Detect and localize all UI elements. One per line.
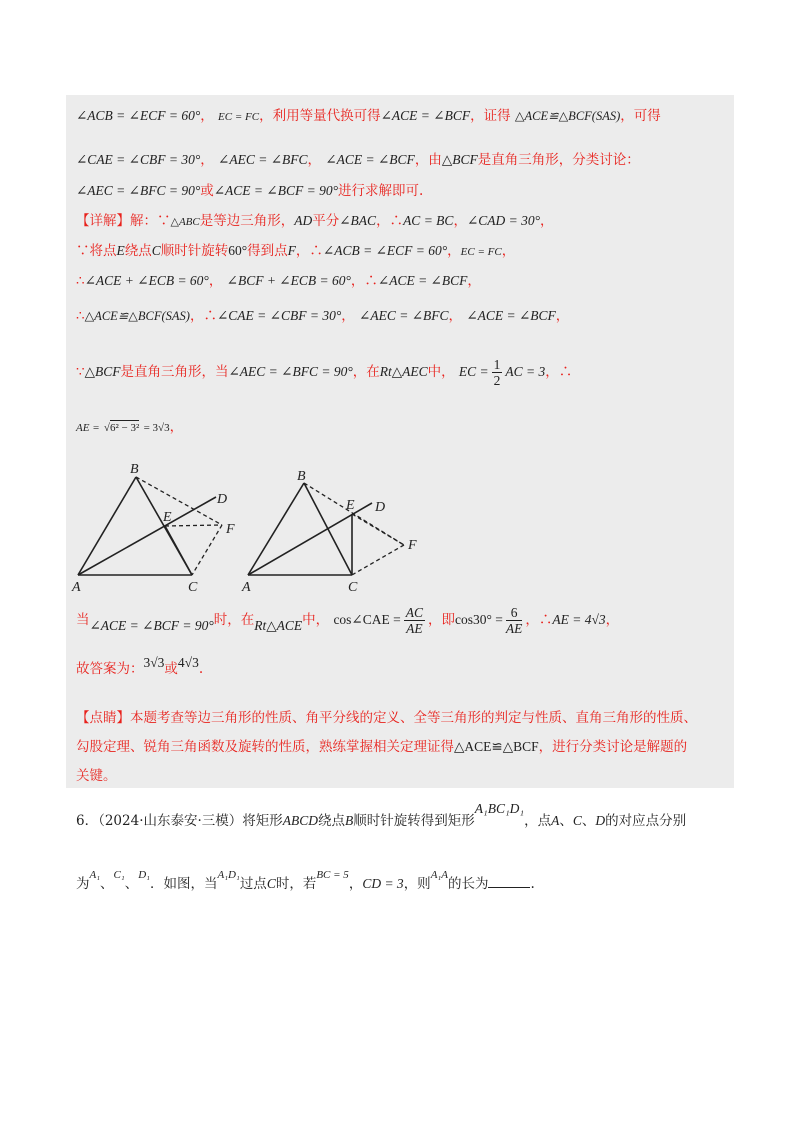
text: ，点: [524, 813, 552, 829]
text: ，: [200, 152, 214, 168]
math-expression: △ACE≌△BCF: [454, 739, 539, 754]
text: 勾股定理、锐角三角函数及旋转的性质，熟练掌握相关定理证得: [76, 739, 454, 755]
fraction-one-half: [492, 357, 503, 388]
segment-ce: [165, 526, 192, 575]
text: ，: [341, 308, 355, 324]
detail-label: 【详解】: [76, 213, 130, 229]
math-expression: EC = FC: [460, 246, 502, 258]
math-expression: 60°: [228, 243, 248, 258]
text: ，利用等量代换可得: [259, 108, 381, 124]
fraction-denominator: AE: [505, 621, 523, 636]
math-expression: cos30° =: [455, 612, 503, 627]
detail-line-6: [76, 418, 183, 437]
math-expression: △ACE≌△BCF(SAS): [84, 309, 190, 323]
label-f: F: [226, 522, 235, 537]
label-a: A: [242, 580, 251, 595]
text: 是直角三角形，当: [120, 364, 229, 380]
comment-line-1: [76, 709, 697, 727]
text: 进行求解即可.: [338, 183, 424, 199]
math-expression: Rt△AEC: [379, 364, 428, 379]
math-expression: ∠ACE = ∠BCF: [377, 273, 468, 288]
math-expression: C₁: [113, 869, 125, 881]
math-expression: △BCF: [84, 364, 121, 379]
answer-value-1: 3√3: [143, 655, 165, 670]
detail-line-1: [76, 212, 554, 231]
text: 的对应点分别: [605, 813, 687, 829]
math-expression: BC = 5: [316, 869, 349, 881]
answer-label: 故答案为：: [76, 661, 144, 677]
math-expression: △BCF: [441, 152, 478, 167]
text: ，可得: [620, 108, 661, 124]
text: 过点: [239, 876, 267, 892]
detail-line-5: [76, 354, 572, 390]
comment-label: 【点睛】: [76, 710, 130, 726]
text: ∵将点: [76, 243, 117, 259]
math-expression: A₁A: [430, 869, 448, 881]
analysis-line-3: [76, 182, 423, 200]
math-expression: ∠CAE = ∠CBF = 30°: [216, 308, 342, 323]
text: 关键。: [76, 768, 117, 784]
text: ，∴: [545, 364, 573, 380]
geometry-figure-left: [66, 455, 256, 600]
text: 是等边三角形，: [199, 213, 295, 229]
label-e: E: [163, 510, 172, 525]
math-expression: E: [116, 243, 125, 258]
text: 为: [76, 876, 90, 892]
text: 时，若: [275, 876, 317, 892]
text: ，∴: [525, 612, 553, 628]
text: ，: [208, 273, 223, 289]
math-expression: AE = 4√3: [552, 612, 606, 627]
label-b: B: [297, 469, 306, 484]
math-expression: EC = FC: [218, 111, 260, 123]
text: 、: [124, 876, 139, 892]
segment-ab: [78, 477, 136, 575]
math-expression: = 3√3: [143, 422, 170, 434]
text: 的长为: [447, 876, 489, 892]
answer-blank[interactable]: [488, 875, 530, 888]
math-expression: ∠ACE = ∠BCF = 90°: [213, 183, 338, 198]
math-expression: C: [572, 813, 582, 828]
text: ，在: [352, 364, 380, 380]
text: 或: [164, 661, 178, 677]
text: 平分: [312, 213, 340, 229]
text: 解：∵: [130, 213, 171, 229]
text: 是直角三角形，分类讨论：: [477, 152, 640, 168]
text: 、: [559, 813, 573, 829]
dashed-fc: [192, 525, 222, 575]
analysis-line-1: [76, 107, 661, 126]
math-expression: A₁: [89, 869, 101, 881]
text: 中，: [427, 364, 455, 380]
math-expression: ∠BAC: [339, 213, 377, 228]
dashed-ef: [352, 514, 404, 545]
text: 中，: [302, 612, 330, 628]
text: 时，在: [213, 612, 255, 628]
case2-line-2: [76, 655, 204, 678]
text: 得到点: [247, 243, 288, 259]
math-expression: ∠AEC = ∠BFC: [359, 308, 449, 323]
math-expression: Rt△ACE: [254, 618, 303, 633]
text: ，: [453, 213, 467, 229]
label-f: F: [408, 538, 417, 553]
text: ，: [348, 876, 363, 892]
text: ，∴: [189, 308, 217, 324]
math-expression: △ACE≌△BCF(SAS): [514, 109, 621, 123]
case2-line-1: [76, 602, 619, 638]
math-expression: ∠ACE = ∠BCF: [380, 108, 471, 123]
math-expression: AC = BC: [403, 213, 454, 228]
text: ，: [467, 273, 481, 289]
text: 绕点: [318, 813, 346, 829]
segment-ad: [78, 497, 216, 575]
analysis-line-2: [76, 151, 640, 169]
fraction-numerator: AC: [405, 605, 423, 620]
sqrt-symbol: √: [103, 422, 110, 434]
label-b: B: [130, 462, 139, 477]
dashed-fc: [352, 545, 404, 575]
text: .: [530, 876, 535, 892]
label-d: D: [217, 492, 228, 507]
answer-value-2: 4√3: [177, 655, 199, 670]
math-expression: ∠AEC = ∠BFC = 90°: [228, 364, 353, 379]
math-expression: AE =: [76, 422, 100, 434]
text: ．如图，当: [150, 876, 218, 892]
text: ，: [501, 243, 516, 259]
text: ∴: [76, 308, 85, 324]
text: 绕点: [124, 243, 152, 259]
math-expression: ABCD: [282, 813, 319, 828]
label-c: C: [188, 580, 198, 595]
detail-line-4: [76, 307, 569, 325]
text: ，: [307, 152, 322, 168]
math-expression: ∠ACE = ∠BCF: [466, 308, 556, 323]
text: 当: [76, 612, 90, 628]
question-number: 6．（2024·山东泰安·三模）将矩形: [76, 813, 283, 829]
text: ，: [200, 108, 214, 124]
text: ，进行分类讨论是解题的: [538, 739, 688, 755]
math-expression: ∠AEC = ∠BFC: [218, 152, 308, 167]
question6-line-1: [76, 801, 687, 830]
text: ，: [605, 612, 620, 628]
math-expression: A: [551, 813, 560, 828]
text: ，∴: [376, 213, 404, 229]
comment-line-3: [76, 767, 117, 785]
text: 本题考查等边三角形的性质、角平分线的定义、全等三角形的判定与性质、直角三角形的性质、: [130, 710, 697, 726]
label-c: C: [348, 580, 358, 595]
text: 顺时针旋转: [160, 243, 229, 259]
text: 、: [581, 813, 596, 829]
segment-ab: [248, 483, 304, 575]
fraction-denominator: 2: [493, 373, 501, 388]
math-expression: AD: [294, 213, 313, 228]
text: ，: [540, 213, 554, 229]
text: ∵: [76, 364, 85, 380]
math-expression: EC =: [458, 364, 489, 379]
text: .: [198, 661, 204, 677]
math-expression: ∠ACE + ∠ECB = 60°: [84, 273, 209, 288]
math-expression: ∠ACB = ∠ECF = 60°: [322, 243, 448, 258]
math-expression: 6² − 3²: [109, 422, 140, 434]
math-expression: AC = 3: [505, 364, 546, 379]
math-expression: ∠ACE = ∠BCF: [325, 152, 415, 167]
fraction-6-ae: [506, 605, 523, 636]
text: ，则: [403, 876, 431, 892]
fraction-ac-ae: [404, 605, 425, 636]
text: 顺时针旋转得到矩形: [353, 813, 475, 829]
text: ，证得: [470, 108, 511, 124]
math-expression: F: [287, 243, 296, 258]
math-expression: A₁D₁: [217, 869, 240, 881]
label-a: A: [72, 580, 81, 595]
text: ，∴: [350, 273, 378, 289]
math-expression: A₁BC₁D₁: [474, 801, 525, 816]
text: ，即: [428, 612, 455, 628]
math-expression: D: [595, 813, 606, 828]
math-expression: ∠CAE = ∠CBF = 30°: [76, 152, 201, 167]
math-expression: △ABC: [170, 216, 200, 228]
math-expression: ∠AEC = ∠BFC = 90°: [76, 183, 201, 198]
math-expression: D₁: [138, 869, 150, 881]
math-expression: B: [345, 813, 354, 828]
text: ，: [447, 243, 461, 259]
dashed-ef: [165, 525, 222, 526]
fraction-numerator: 1: [493, 357, 501, 372]
math-expression: ∠CAD = 30°: [466, 213, 541, 228]
text: 、: [100, 876, 114, 892]
text: ，: [555, 308, 570, 324]
text: ∴: [76, 273, 85, 289]
text: ，: [169, 419, 184, 435]
label-d: D: [375, 500, 386, 515]
text: ，∴: [295, 243, 323, 259]
question6-line-2: [76, 869, 535, 894]
math-expression: CD = 3: [362, 876, 404, 891]
text: ，: [448, 308, 463, 324]
detail-line-2: [76, 242, 515, 261]
detail-line-3: [76, 272, 481, 290]
math-expression: C: [266, 876, 276, 891]
math-expression: ∠BCF + ∠ECB = 60°: [226, 273, 351, 288]
math-expression: ∠ACE = ∠BCF = 90°: [89, 618, 214, 633]
fraction-numerator: 6: [506, 605, 523, 621]
math-expression: C: [151, 243, 161, 258]
label-e: E: [346, 498, 355, 513]
text: 或: [200, 183, 214, 199]
comment-line-2: [76, 738, 687, 756]
geometry-figure-right: [236, 455, 436, 600]
text: ，由: [414, 152, 442, 168]
fraction-denominator: AE: [406, 621, 423, 636]
math-expression: ∠ACB = ∠ECF = 60°: [76, 108, 201, 123]
math-expression: cos∠CAE =: [333, 612, 401, 627]
